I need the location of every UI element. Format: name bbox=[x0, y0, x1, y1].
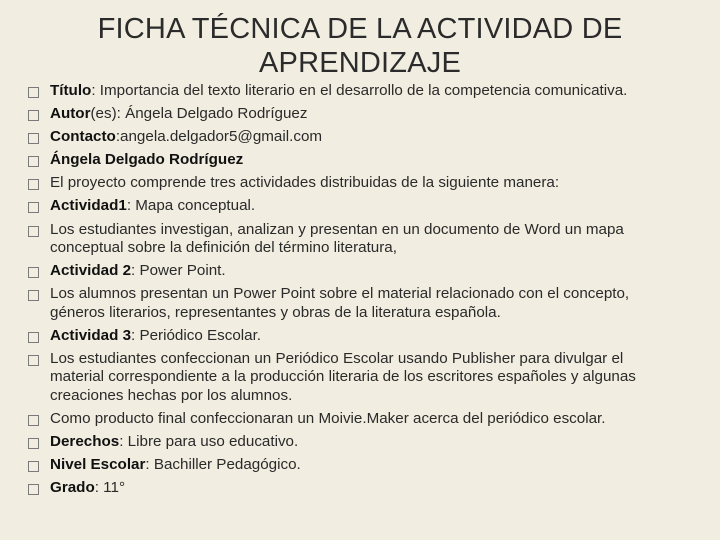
list-item-label: Nivel Escolar bbox=[50, 456, 146, 474]
bullet-box-icon bbox=[28, 484, 39, 495]
list-item-value: : Importancia del texto literario en el desarrollo de la competencia comunicativa. bbox=[91, 82, 628, 99]
list-item-label: Actividad1 bbox=[50, 197, 127, 215]
list-item bbox=[28, 456, 678, 475]
list-item bbox=[28, 350, 678, 406]
list-item-text bbox=[50, 350, 678, 406]
list-item bbox=[28, 197, 678, 216]
bullet-box-icon bbox=[28, 461, 39, 472]
list-item-text bbox=[50, 174, 678, 193]
list-item-text bbox=[50, 128, 678, 147]
bullet-box-icon bbox=[28, 156, 39, 167]
list-item bbox=[28, 327, 678, 346]
list-item-value: : 11° bbox=[94, 479, 126, 497]
list-item-value: :angela.delgador5@gmail.com bbox=[115, 128, 323, 146]
list-item bbox=[28, 285, 678, 322]
list-item-text bbox=[50, 262, 678, 281]
list-item-value: Los estudiantes confeccionan un Periódico Escolar usando Publisher para divulgar el material correspondiente a la producción literaria de los escritores españoles y algunas creaciones hechas por los alumnos. bbox=[50, 349, 636, 404]
list-item-value: : Libre para uso educativo. bbox=[119, 433, 299, 451]
list-item bbox=[28, 479, 678, 498]
bullet-box-icon bbox=[28, 202, 39, 213]
list-item bbox=[28, 82, 678, 101]
bullet-box-icon bbox=[28, 267, 39, 278]
bullet-box-icon bbox=[28, 87, 39, 98]
list-item-text bbox=[50, 151, 678, 170]
list-item-value: Como producto final confeccionaran un Moivie.Maker acerca del periódico escolar. bbox=[50, 410, 606, 428]
list-item-label: Actividad 3 bbox=[50, 326, 132, 344]
list-item-value: (es): Ángela Delgado Rodríguez bbox=[90, 105, 308, 123]
list-item-label: Título bbox=[50, 82, 92, 99]
list-item-label: Autor bbox=[50, 105, 91, 123]
list-item bbox=[28, 221, 678, 258]
list-item-text bbox=[50, 82, 678, 101]
page-title: FICHA TÉCNICA DE LA ACTIVIDAD DE APRENDIZAJE bbox=[97, 13, 623, 79]
list-item-value: Los alumnos presentan un Power Point sobre el material relacionado con el concepto, géneros literarios, representantes y obras de la literatura española. bbox=[50, 285, 630, 321]
bullet-box-icon bbox=[28, 438, 39, 449]
list-item-text bbox=[50, 479, 678, 498]
list-item-label: Derechos bbox=[50, 433, 120, 451]
list-item-text bbox=[50, 410, 678, 429]
list-item-value: Los estudiantes investigan, analizan y presentan en un documento de Word un mapa conceptual sobre la definición del término literatura, bbox=[50, 220, 624, 257]
bullet-box-icon bbox=[28, 110, 39, 121]
list-item bbox=[28, 174, 678, 193]
list-item-text bbox=[50, 221, 678, 258]
list-item-text bbox=[50, 105, 678, 124]
list-item-text bbox=[50, 327, 678, 346]
list-item-label: Actividad 2 bbox=[50, 262, 132, 280]
list-item-text bbox=[50, 285, 678, 322]
list-item-label: Contacto bbox=[50, 128, 116, 146]
list-item-value: : Power Point. bbox=[131, 262, 226, 280]
bullet-list bbox=[28, 82, 678, 502]
list-item-text bbox=[50, 433, 678, 452]
bullet-box-icon bbox=[28, 290, 39, 301]
bullet-box-icon bbox=[28, 415, 39, 426]
list-item bbox=[28, 105, 678, 124]
bullet-box-icon bbox=[28, 179, 39, 190]
bullet-box-icon bbox=[28, 355, 39, 366]
list-item-label: Ángela Delgado Rodríguez bbox=[50, 151, 244, 169]
list-item bbox=[28, 128, 678, 147]
list-item-value: : Bachiller Pedagógico. bbox=[145, 456, 301, 474]
bullet-box-icon bbox=[28, 226, 39, 237]
bullet-box-icon bbox=[28, 332, 39, 343]
bullet-box-icon bbox=[28, 133, 39, 144]
list-item bbox=[28, 433, 678, 452]
list-item bbox=[28, 410, 678, 429]
list-item-text bbox=[50, 456, 678, 475]
list-item-text bbox=[50, 197, 678, 216]
list-item-value: : Periódico Escolar. bbox=[131, 326, 262, 344]
list-item bbox=[28, 151, 678, 170]
list-item-value: : Mapa conceptual. bbox=[126, 197, 256, 215]
list-item-value: El proyecto comprende tres actividades distribuidas de la siguiente manera: bbox=[50, 174, 560, 192]
list-item-label: Grado bbox=[50, 479, 95, 497]
list-item bbox=[28, 262, 678, 281]
